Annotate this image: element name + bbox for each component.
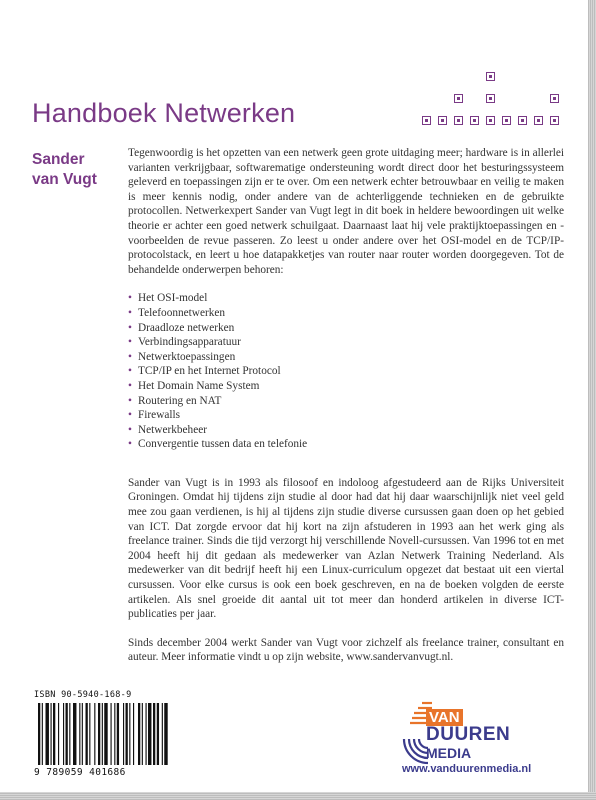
list-item: • Verbindingsapparatuur — [128, 336, 241, 349]
bullet-icon: • — [128, 321, 132, 334]
bullet-icon: • — [128, 292, 132, 305]
square-icon — [470, 116, 479, 125]
bullet-icon: • — [128, 306, 132, 319]
bullet-icon: • — [128, 409, 132, 422]
bullet-icon: • — [128, 394, 132, 407]
list-item: • Firewalls — [128, 409, 181, 422]
publisher-url[interactable]: www.vanduurenmedia.nl — [402, 763, 532, 775]
publisher-media: MEDIA — [426, 745, 472, 761]
closing-paragraph: Sinds december 2004 werkt Sander van Vugt voor zichzelf als freelance trainer, consultant en auteur. Meer informatie vindt u op zijn website, www.sandervanvugt.nl. — [128, 636, 564, 664]
book-title: Handboek Netwerken — [32, 98, 296, 128]
list-item: • Draadloze netwerken — [128, 321, 235, 334]
square-icon — [486, 72, 495, 81]
list-item: • Routering en NAT — [128, 394, 222, 407]
square-icon — [422, 116, 431, 125]
square-icon — [550, 116, 559, 125]
square-icon — [518, 116, 527, 125]
bullet-icon: • — [128, 350, 132, 363]
publisher-logo — [392, 695, 562, 779]
list-item: • Het OSI-model — [128, 292, 208, 305]
publisher-van: VAN — [426, 709, 463, 726]
barcode-bars — [38, 703, 206, 766]
bullet-icon: • — [128, 336, 132, 349]
square-icon — [502, 116, 511, 125]
topics-list — [128, 291, 564, 452]
author-name — [32, 150, 97, 190]
author-first-line: Sander — [32, 151, 85, 168]
decorative-squares — [420, 68, 560, 130]
list-item: • Convergentie tussen data en telefonie — [128, 438, 308, 451]
page-bottom-edge — [0, 792, 596, 800]
square-icon — [486, 94, 495, 103]
isbn-barcode — [32, 690, 212, 778]
page-edge — [588, 0, 596, 800]
bullet-icon: • — [128, 365, 132, 378]
bullet-icon: • — [128, 438, 132, 451]
list-item: • Het Domain Name System — [128, 379, 260, 392]
square-icon — [534, 116, 543, 125]
barcode-digits: 9 789059 401686 — [34, 767, 126, 778]
publisher-duuren: DUUREN — [426, 724, 511, 745]
list-item: • Netwerktoepassingen — [128, 350, 236, 363]
list-item: • TCP/IP en het Internet Protocol — [128, 365, 281, 378]
author-bio-paragraph: Sander van Vugt is in 1993 als filosoof en indoloog afgestudeerd aan de Rijks Universiteit Groningen. Omdat hij tijdens zijn studie al door had dat hij daar waarschijnlijk niet veel geld mee zou gaan verdienen, is hij al tijdens zijn studie diverse cursussen gaan doen op het gebied van ICT. Dat zorgde ervoor dat hij kort na zijn afstuderen in 1993 aan het werk ging als freelance trainer. Sinds die tijd verzorgt hij verschillende Novell-cursussen. Van 1996 tot en met 2004 heeft hij dit gedaan als medewerker van Azlan Netwerk Training Nederland. Als medewerker van dit bedrijf heeft hij een Linux-curriculum opgezet dat bestaat uit een viertal cursussen. Voor elke cursus is ook een boek geschreven, en na de boeken volgden de eerste artikelen. Als snel groeide dit aantal uit tot meer dan honderd artikelen in diverse ICT-publicaties per jaar. — [128, 476, 564, 621]
square-icon — [454, 94, 463, 103]
bullet-icon: • — [128, 379, 132, 392]
square-icon — [550, 94, 559, 103]
square-icon — [486, 116, 495, 125]
list-item: • Netwerkbeheer — [128, 423, 207, 436]
intro-paragraph: Tegenwoordig is het opzetten van een netwerk geen grote uitdaging meer; hardware is in allerlei varianten verkrijgbaar, softwarematige ondersteuning wordt direct door het besturingssysteem geleverd en toepassingen zijn er te over. Om een netwerk echter betrouwbaar en veilig te maken is meer kennis nodig, onder andere van de achterliggende technieken en de gebruikte protocollen. Netwerkexpert Sander van Vugt legt in dit boek in heldere bewoordingen uit welke theorie er achter een goed netwerk schuilgaat. Daarnaast laat hij vele praktijktoepassingen en -voorbeelden de revue passeren. Zo leest u onder andere over het OSI-model en de TCP/IP-protocolstack, en leert u hoe datapakketjes van router naar router worden doorgegeven. Tot de behandelde onderwerpen behoren: — [128, 147, 564, 276]
author-second-line: van Vugt — [32, 171, 97, 188]
square-icon — [454, 116, 463, 125]
list-item: • Telefoonnetwerken — [128, 306, 226, 319]
bullet-icon: • — [128, 423, 132, 436]
isbn-number: ISBN 90-5940-168-9 — [34, 690, 132, 700]
square-icon — [438, 116, 447, 125]
blurb-text — [128, 146, 564, 665]
